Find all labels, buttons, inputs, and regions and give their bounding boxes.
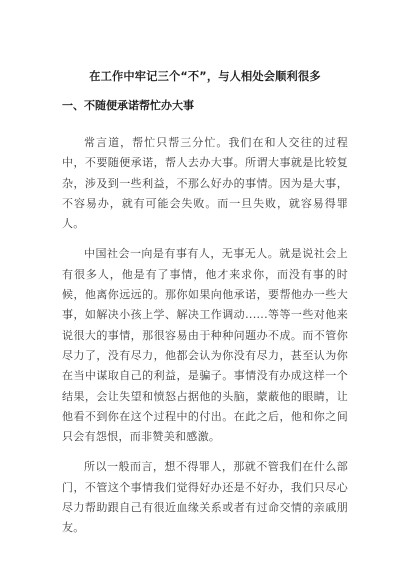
paragraph-2: 中国社会一向是有事有人，无事无人。就是说社会上有很多人，他是有了事情，他才来求你，而没有事的时候，他离你远远的。那你如果向他承诺，要帮他办一些大事，如解决小孩上学、解决工作调动......等等一些对他来说很大的事情，那很容易由于种种问题办不成。而不管你尽力了，没有尽力，他都会认为你没有尽力，甚至认为你在当中谋取自己的利益，是骗子。事情没有办成这样一个结果，会让失望和愤怒占据他的头脑，蒙蔽他的眼睛，让他看不到你在这个过程中的付出。在此之后，他和你之间只会有怨恨，而非赞美和感激。 — [62, 247, 348, 444]
document-title: 在工作中牢记三个“不”，与人相处会顺利很多 — [89, 70, 321, 83]
paragraph-1: 常言道，帮忙只帮三分忙。我们在和人交往的过程中，不要随便承诺，帮人去办大事。所谓大事就是比较复杂，涉及到一些利益，不那么好办的事情。因为是大事，不容易办，就有可能会失败。而一旦失败，就容易得罪人。 — [62, 136, 348, 231]
section-heading: 一、不随便承诺帮忙办大事 — [62, 99, 194, 112]
paragraph-3: 所以一般而言，想不得罪人，那就不管我们在什么部门，不管这个事情我们觉得好办还是不好办，我们只尽心尽力帮助跟自己有很近血缘关系或者有过命交情的亲戚朋友。 — [62, 460, 348, 535]
